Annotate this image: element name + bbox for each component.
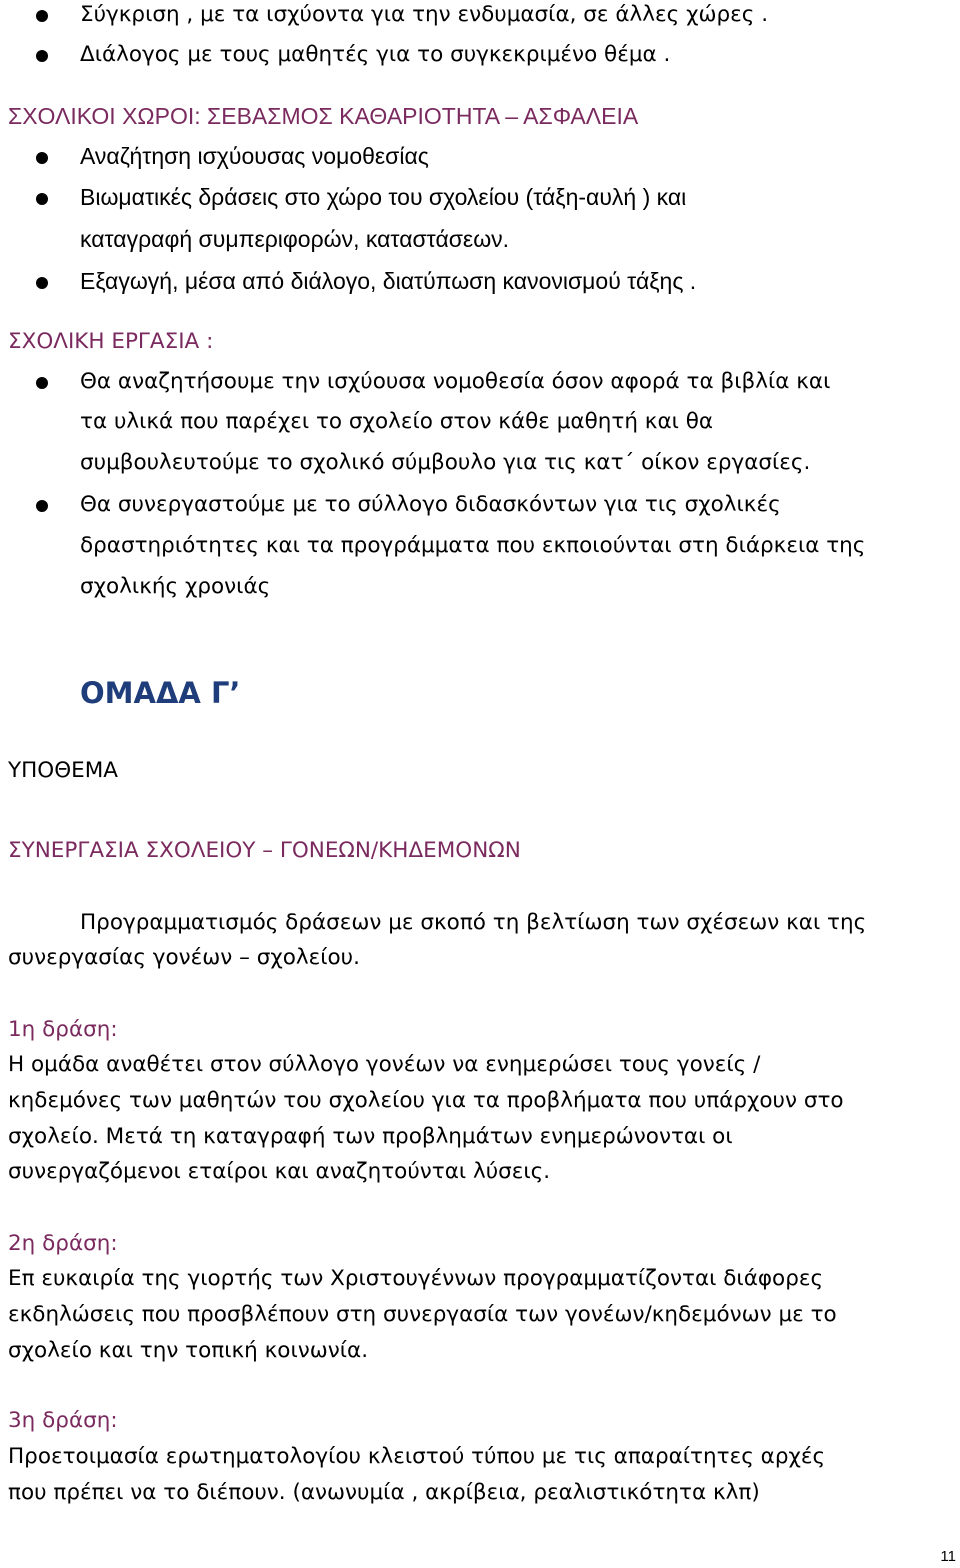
list-item: Διάλογος με τους μαθητές για το συγκεκριμένο θέμα . — [80, 42, 671, 67]
list-item: Αναζήτηση ισχύουσας νομοθεσίας — [80, 143, 429, 169]
action-text: συνεργαζόμενοι εταίροι και αναζητούνται λύσεις. — [8, 1159, 551, 1184]
intro-text: Προγραμματισμός δράσεων με σκοπό τη βελτίωση των σχέσεων και της — [80, 910, 867, 935]
intro-text-continuation: συνεργασίας γονέων – σχολείου. — [8, 945, 360, 970]
list-item-continuation: δραστηριότητες και τα προγράμματα που εκποιούνται στη διάρκεια της — [80, 533, 866, 558]
page-number: 11 — [940, 1548, 956, 1565]
bullet-icon — [36, 500, 48, 512]
action-text: εκδηλώσεις που προσβλέπουν στη συνεργασία των γονέων/κηδεμόνων με το — [8, 1302, 837, 1327]
bullet-icon — [36, 152, 48, 164]
list-item: Θα αναζητήσουμε την ισχύουσα νομοθεσία όσον αφορά τα βιβλία και — [80, 369, 831, 394]
action-text: σχολείο. Μετά τη καταγραφή των προβλημάτων ενημερώνονται οι — [8, 1124, 733, 1149]
topic-label: ΥΠΟΘΕΜΑ — [8, 758, 118, 783]
action-label: 3η δράση: — [8, 1408, 118, 1433]
bullet-icon — [36, 10, 48, 22]
bullet-icon — [36, 277, 48, 289]
section-heading: ΣΧΟΛΙΚΗ ΕΡΓΑΣΙΑ : — [8, 329, 214, 354]
action-label: 1η δράση: — [8, 1017, 118, 1042]
action-text: που πρέπει να το διέπουν. (ανωνυμία , ακρίβεια, ρεαλιστικότητα κλπ) — [8, 1480, 760, 1505]
topic-title: ΣΥΝΕΡΓΑΣΙΑ ΣΧΟΛΕΙΟΥ – ΓΟΝΕΩΝ/ΚΗΔΕΜΟΝΩΝ — [8, 838, 521, 863]
list-item-continuation: συμβουλευτούμε το σχολικό σύμβουλο για τις κατ΄ οίκον εργασίες. — [80, 450, 811, 475]
action-text: σχολείο και την τοπική κοινωνία. — [8, 1338, 369, 1363]
section-heading: ΣΧΟΛΙΚΟΙ ΧΩΡΟΙ: ΣΕΒΑΣΜΟΣ ΚΑΘΑΡΙΟΤΗΤΑ – ΑΣΦΑΛΕΙΑ — [8, 103, 639, 129]
list-item: Σύγκριση , με τα ισχύοντα για την ενδυμασία, σε άλλες χώρες . — [80, 2, 769, 27]
bullet-icon — [36, 377, 48, 389]
bullet-icon — [36, 193, 48, 205]
action-text: Επ ευκαιρία της γιορτής των Χριστουγέννων προγραμματίζονται διάφορες — [8, 1266, 824, 1291]
bullet-icon — [36, 50, 48, 62]
action-label: 2η δράση: — [8, 1231, 118, 1256]
list-item-continuation: τα υλικά που παρέχει το σχολείο στον κάθε μαθητή και θα — [80, 409, 714, 434]
list-item-continuation: καταγραφή συμπεριφορών, καταστάσεων. — [80, 226, 510, 252]
list-item: Βιωματικές δράσεις στο χώρο του σχολείου (τάξη-αυλή ) και — [80, 184, 687, 210]
action-text: Προετοιμασία ερωτηματολογίου κλειστού τύπου με τις απαραίτητες αρχές — [8, 1444, 826, 1469]
group-title: ΟΜΑΔΑ Γ’ — [80, 676, 241, 710]
list-item: Εξαγωγή, μέσα από διάλογο, διατύπωση κανονισμού τάξης . — [80, 268, 697, 294]
action-text: κηδεμόνες των μαθητών του σχολείου για τα προβλήματα που υπάρχουν στο — [8, 1088, 844, 1113]
list-item-continuation: σχολικής χρονιάς — [80, 574, 271, 599]
action-text: Η ομάδα αναθέτει στον σύλλογο γονέων να ενημερώσει τους γονείς / — [8, 1052, 761, 1077]
list-item: Θα συνεργαστούμε με το σύλλογο διδασκόντων για τις σχολικές — [80, 492, 781, 517]
